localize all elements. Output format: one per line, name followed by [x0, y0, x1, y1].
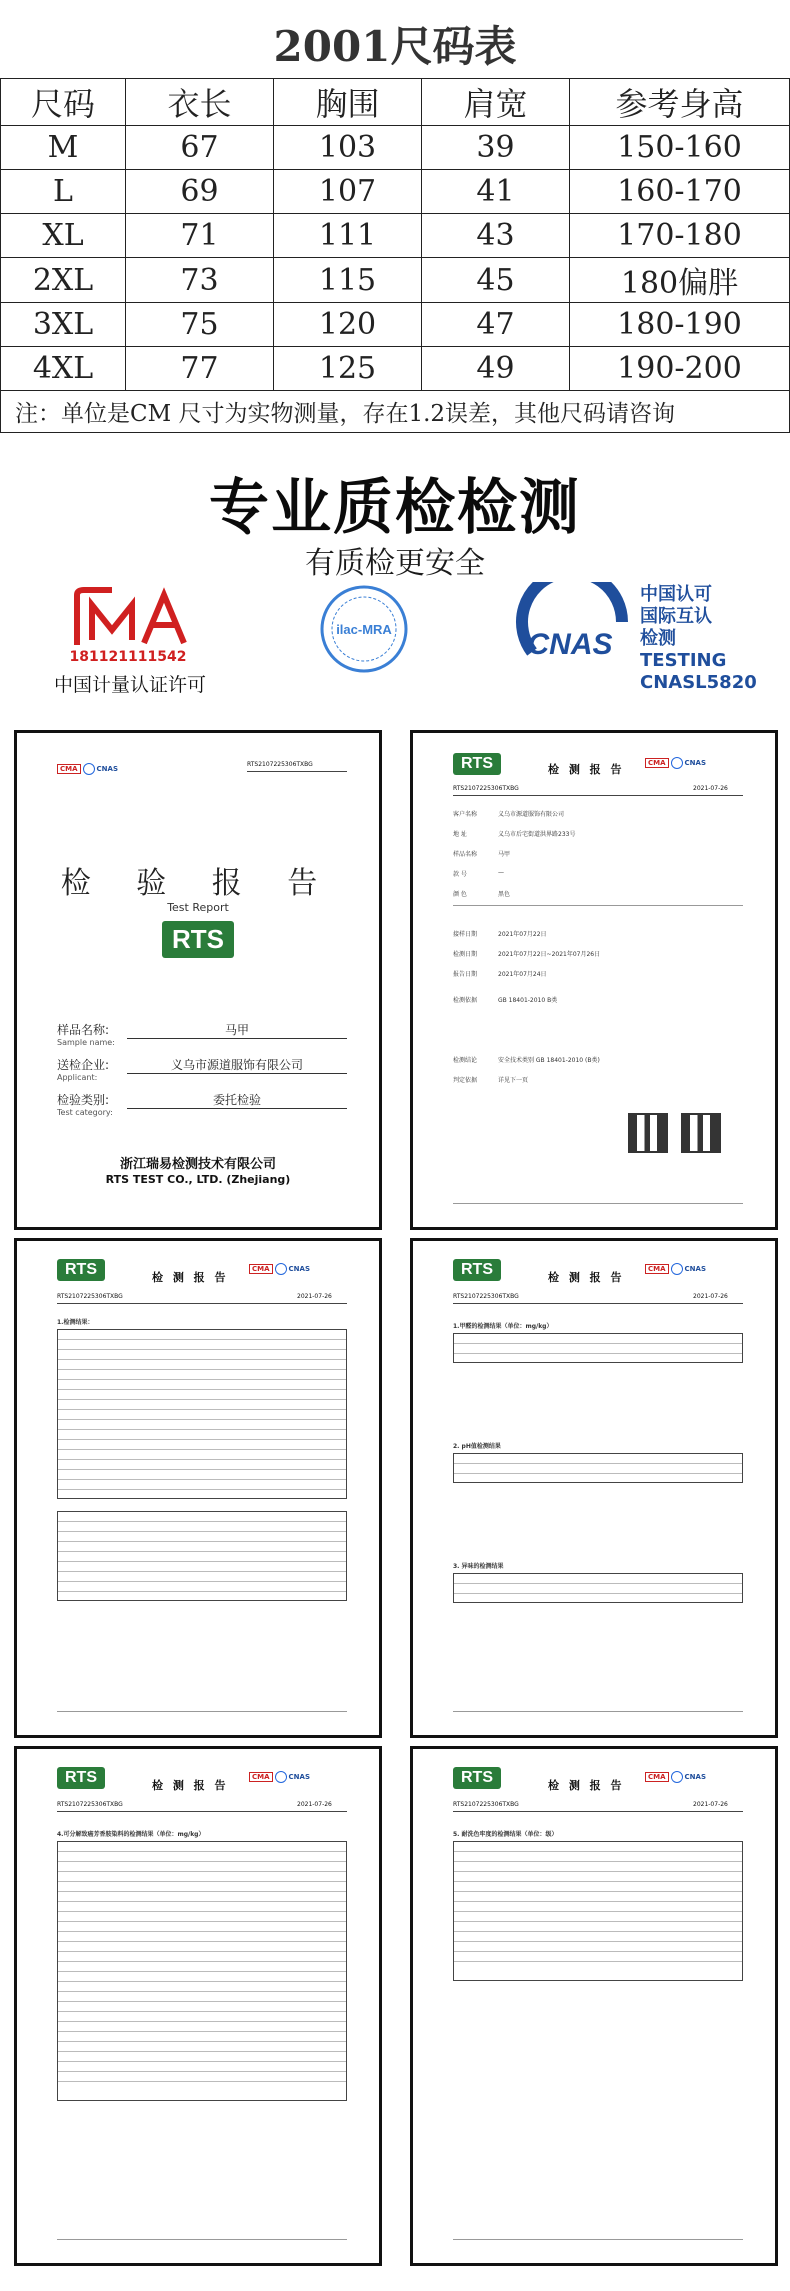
divider: [57, 1711, 347, 1712]
report-cover-page: [14, 730, 382, 1230]
table-row: [58, 1542, 346, 1552]
cell: 103: [274, 126, 422, 170]
table-row: [58, 1552, 346, 1562]
report-date: 2021-07-26: [693, 1801, 728, 1808]
report-number: RTS2107225306TXBG: [57, 1801, 123, 1808]
table-row: [58, 1872, 346, 1882]
cell: 73: [126, 258, 274, 303]
table-row: [454, 1912, 742, 1922]
info-label: 判定依据: [453, 1077, 478, 1084]
table-row: [58, 2002, 346, 2012]
table-row: [58, 1450, 346, 1460]
cnas-icon: CNAS: [96, 765, 118, 773]
table-row: [58, 1430, 346, 1440]
table-row: [454, 1922, 742, 1932]
section-title: 3. 异味的检测结果: [453, 1563, 504, 1570]
info-value: 义乌市后宅街道洪界路233号: [498, 831, 576, 838]
table-row: [1, 126, 790, 170]
report-page-4: [410, 1238, 778, 1738]
rts-logo: RTS: [57, 1767, 105, 1789]
table-row: [58, 1912, 346, 1922]
table-row: [454, 1344, 742, 1354]
quality-subtitle: 有质检更安全: [305, 546, 485, 581]
size-chart-note: 注：单位是CM 尺寸为实物测量，存在1.2误差，其他尺码请咨询: [1, 391, 790, 433]
field-label-en: Applicant:: [57, 1073, 98, 1082]
table-row: [58, 1370, 346, 1380]
cover-rts-wrap: [17, 921, 379, 958]
info-label: 颜 色: [453, 891, 467, 898]
section-title: 1.甲醛的检测结果（单位：mg/kg）: [453, 1323, 553, 1330]
table-row: [58, 1992, 346, 2002]
divider: [453, 795, 743, 796]
table-row: [58, 1440, 346, 1450]
cell: 49: [422, 347, 570, 391]
cell: 39: [422, 126, 570, 170]
cnas-icon: CNAS: [288, 1265, 310, 1273]
report-page-5: [14, 1746, 382, 2266]
ilac-icon: [671, 757, 683, 769]
table-row: [454, 1862, 742, 1872]
info-value: 2021年07月22日~2021年07月26日: [498, 951, 601, 958]
section-title: 4.可分解致癌芳香胺染料的检测结果（单位：mg/kg）: [57, 1831, 205, 1838]
table-row: [454, 1852, 742, 1862]
table-row: [58, 2012, 346, 2022]
cnas-icon: CNAS: [684, 759, 706, 767]
cell: 47: [422, 303, 570, 347]
report-page-3: [14, 1238, 382, 1738]
report-date: 2021-07-26: [693, 1293, 728, 1300]
table-row: [58, 1902, 346, 1912]
cnas-logo: [512, 582, 632, 692]
ph-table: [453, 1453, 743, 1483]
report-page-2: [410, 730, 778, 1230]
report-page-6: [410, 1746, 778, 2266]
qr-code: [681, 1113, 721, 1153]
report-number: RTS2107225306TXBG: [57, 1293, 123, 1300]
cell: 71: [126, 214, 274, 258]
cell: 115: [274, 258, 422, 303]
rts-logo: RTS: [453, 1259, 501, 1281]
table-row: [454, 1872, 742, 1882]
info-label: 地 址: [453, 831, 467, 838]
table-row: [58, 1922, 346, 1932]
table-row: [454, 1892, 742, 1902]
table-row: [58, 1582, 346, 1592]
table-row: [1, 347, 790, 391]
table-row: [58, 1952, 346, 1962]
table-row: [58, 1470, 346, 1480]
table-row: [58, 1360, 346, 1370]
report-title: 检 测 报 告: [548, 1779, 625, 1792]
info-label: 客户名称: [453, 811, 478, 818]
info-value: 详见下一页: [498, 1077, 529, 1084]
table-row: [58, 1330, 346, 1340]
table-row: [1, 170, 790, 214]
cover-subtitle: Test Report: [167, 901, 229, 914]
cell: 160-170: [570, 170, 790, 214]
header-shoulder: 肩宽: [422, 79, 570, 126]
cell: 75: [126, 303, 274, 347]
table-row: [58, 1380, 346, 1390]
cover-title: 检 验 报 告: [60, 866, 336, 901]
table-row: [58, 1512, 346, 1522]
section-title: 1.检测结果：: [57, 1319, 94, 1326]
report-logos: [249, 1263, 310, 1275]
table-row: [454, 1882, 742, 1892]
field-label-cn: 送检企业:: [57, 1058, 110, 1072]
field-label-en: Test category:: [57, 1108, 113, 1117]
table-row: [454, 1842, 742, 1852]
cell: 111: [274, 214, 422, 258]
ilac-icon: [275, 1263, 287, 1275]
field-value: 委托检验: [127, 1091, 347, 1109]
cnas-icon: CNAS: [684, 1265, 706, 1273]
cma-icon: CMA: [57, 764, 81, 774]
ilac-icon: [671, 1263, 683, 1275]
formaldehyde-table: [453, 1333, 743, 1363]
table-row: [58, 1522, 346, 1532]
field-label-en: Sample name:: [57, 1038, 115, 1047]
table-row: [454, 1942, 742, 1952]
cell: 180-190: [570, 303, 790, 347]
report-number: RTS2107225306TXBG: [453, 1801, 519, 1808]
table-row: [1, 258, 790, 303]
rts-logo: RTS: [57, 1259, 105, 1281]
table-row: [1, 214, 790, 258]
info-value: 2021年07月22日: [498, 931, 547, 938]
report-logos: [645, 757, 706, 769]
info-label: 检测结论: [453, 1057, 478, 1064]
table-row: [454, 1464, 742, 1474]
field-label-cn: 检验类别:: [57, 1093, 110, 1107]
divider: [453, 2239, 743, 2240]
cell: 4XL: [1, 347, 126, 391]
table-row: [454, 1454, 742, 1464]
cnas-line: CNASL5820: [640, 672, 757, 693]
cnas-icon: CNAS: [288, 1773, 310, 1781]
cnas-icon: CNAS: [684, 1773, 706, 1781]
info-value: 2021年07月24日: [498, 971, 547, 978]
report-logos: [57, 763, 118, 775]
cma-logo: [72, 585, 192, 650]
divider: [453, 1811, 743, 1812]
divider: [453, 905, 743, 906]
divider: [57, 1811, 347, 1812]
cma-icon: CMA: [249, 1264, 273, 1274]
table-row: [58, 2052, 346, 2062]
cell: 120: [274, 303, 422, 347]
cell: 2XL: [1, 258, 126, 303]
table-row: [454, 1334, 742, 1344]
info-label: 样品名称: [453, 851, 478, 858]
info-label: 检测日期: [453, 951, 478, 958]
divider: [453, 1711, 743, 1712]
field-value: 义乌市源道服饰有限公司: [127, 1056, 347, 1074]
cma-icon: CMA: [645, 1264, 669, 1274]
field-label: [57, 1091, 113, 1117]
table-row: [58, 2072, 346, 2082]
cma-logo-m: [92, 605, 132, 640]
cell: 150-160: [570, 126, 790, 170]
table-row: [454, 1932, 742, 1942]
ilac-icon: [671, 1771, 683, 1783]
table-row: [58, 1420, 346, 1430]
size-chart-table: [0, 78, 790, 433]
table-row: [58, 1390, 346, 1400]
rts-logo: RTS: [453, 753, 501, 775]
cnas-text: [640, 584, 757, 694]
table-row: [58, 1572, 346, 1582]
cnas-line: 中国认可: [640, 584, 712, 605]
table-row: [58, 1340, 346, 1350]
table-row: [58, 1400, 346, 1410]
report-title: 检 测 报 告: [548, 1271, 625, 1284]
table-row: [58, 2022, 346, 2032]
cover-company: 浙江瑞易检测技术有限公司: [119, 1157, 276, 1172]
table-row: [58, 2062, 346, 2072]
amine-table: [57, 1841, 347, 2101]
report-logos: [249, 1771, 310, 1783]
qr-code: [628, 1113, 668, 1153]
report-title: 检 测 报 告: [152, 1779, 229, 1792]
ilac-mra-logo: [320, 585, 408, 673]
rts-logo: RTS: [453, 1767, 501, 1789]
cell: 67: [126, 126, 274, 170]
table-row: [454, 1902, 742, 1912]
cell: 3XL: [1, 303, 126, 347]
field-label: [57, 1021, 115, 1047]
report-number: RTS2107225306TXBG: [247, 761, 313, 768]
cell: 45: [422, 258, 570, 303]
cell: M: [1, 126, 126, 170]
odor-table: [453, 1573, 743, 1603]
header-length: 衣长: [126, 79, 274, 126]
cell: 43: [422, 214, 570, 258]
report-date: 2021-07-26: [297, 1801, 332, 1808]
table-row: [454, 1574, 742, 1584]
size-chart-title: 2001尺码表: [273, 22, 517, 71]
table-row: [58, 1932, 346, 1942]
cell: 69: [126, 170, 274, 214]
table-row: [58, 2042, 346, 2052]
quality-title: 专业质检检测: [209, 473, 581, 543]
report-logos: [645, 1771, 706, 1783]
cma-icon: CMA: [645, 1772, 669, 1782]
cell: XL: [1, 214, 126, 258]
cma-icon: CMA: [645, 758, 669, 768]
cma-label: 中国计量认证许可: [53, 674, 206, 696]
table-row: [58, 1410, 346, 1420]
table-row: [58, 1460, 346, 1470]
cell: 107: [274, 170, 422, 214]
table-row: [58, 1982, 346, 1992]
cnas-line: 检测: [640, 628, 676, 649]
info-label: 检测依据: [453, 997, 478, 1004]
divider: [57, 1303, 347, 1304]
results-table: [57, 1329, 347, 1499]
report-date: 2021-07-26: [693, 785, 728, 792]
note-row: [1, 391, 790, 433]
results-table-2: [57, 1511, 347, 1601]
table-row: [58, 1882, 346, 1892]
table-row: [58, 1972, 346, 1982]
cma-logo-a: [144, 595, 184, 643]
table-row: [58, 1842, 346, 1852]
header-height: 参考身高: [570, 79, 790, 126]
report-logos: [645, 1263, 706, 1275]
ilac-icon: [83, 763, 95, 775]
cell: 41: [422, 170, 570, 214]
table-row: [58, 1942, 346, 1952]
cnas-logo-text: CNAS: [527, 628, 613, 661]
table-row: [58, 1892, 346, 1902]
table-row: [58, 1962, 346, 1972]
report-number: RTS2107225306TXBG: [453, 1293, 519, 1300]
divider: [247, 771, 347, 772]
info-value: 安全技术类别 GB 18401-2010 (B类): [498, 1057, 600, 1064]
report-title: 检 测 报 告: [548, 763, 625, 776]
cma-icon: CMA: [249, 1772, 273, 1782]
ilac-logo-text: ilac-MRA: [336, 622, 392, 637]
field-label: [57, 1056, 109, 1082]
cell: 190-200: [570, 347, 790, 391]
table-row: [454, 1952, 742, 1962]
info-value: 马甲: [498, 851, 511, 858]
cell: 180偏胖: [570, 258, 790, 303]
ilac-icon: [275, 1771, 287, 1783]
table-row: [58, 1532, 346, 1542]
table-row: [58, 1480, 346, 1490]
divider: [453, 1203, 743, 1204]
info-value: —: [498, 869, 504, 876]
header-size: 尺码: [1, 79, 126, 126]
section-title: 5. 耐洗色牢度的检测结果（单位：级）: [453, 1831, 558, 1838]
size-chart-header-row: [1, 79, 790, 126]
info-label: 接样日期: [453, 931, 478, 938]
info-value: GB 18401-2010 B类: [498, 997, 558, 1004]
section-title: 2. pH值检测结果: [453, 1443, 501, 1450]
field-value: 马甲: [127, 1021, 347, 1039]
table-row: [1, 303, 790, 347]
rts-logo: RTS: [162, 921, 234, 958]
cnas-line: TESTING: [640, 650, 727, 671]
table-row: [58, 2032, 346, 2042]
report-date: 2021-07-26: [297, 1293, 332, 1300]
cnas-line: 国际互认: [640, 606, 712, 627]
table-row: [58, 1350, 346, 1360]
table-row: [58, 1852, 346, 1862]
cma-number: 181121111542: [69, 649, 187, 665]
table-row: [58, 1562, 346, 1572]
info-label: 报告日期: [453, 971, 478, 978]
table-row: [454, 1584, 742, 1594]
cell: 77: [126, 347, 274, 391]
info-label: 款 号: [453, 871, 467, 878]
cell: 125: [274, 347, 422, 391]
table-row: [58, 1862, 346, 1872]
cell: 170-180: [570, 214, 790, 258]
cover-company-en: RTS TEST CO., LTD. (Zhejiang): [105, 1173, 291, 1186]
report-title: 检 测 报 告: [152, 1271, 229, 1284]
field-label-cn: 样品名称:: [57, 1023, 110, 1037]
info-value: 义乌市源道服饰有限公司: [498, 811, 565, 818]
divider: [57, 2239, 347, 2240]
cell: L: [1, 170, 126, 214]
report-number: RTS2107225306TXBG: [453, 785, 519, 792]
info-value: 黑色: [498, 891, 511, 898]
wash-fastness-table: [453, 1841, 743, 1981]
divider: [453, 1303, 743, 1304]
header-chest: 胸围: [274, 79, 422, 126]
